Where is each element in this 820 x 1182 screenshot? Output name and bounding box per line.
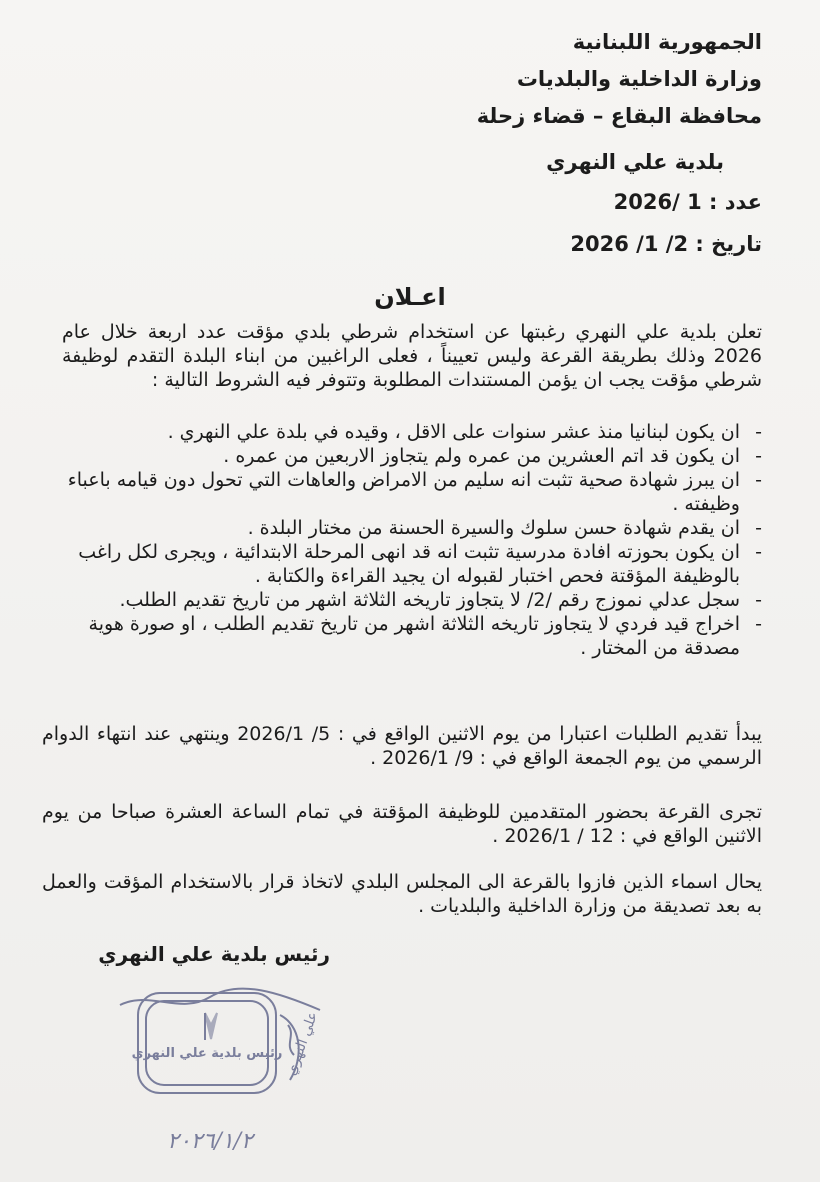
lottery-paragraph: تجرى القرعة بحضور المتقدمين للوظيفة المؤقتة في تمام الساعة العشرة صباحا من يوم الاثنين الواقع في : 12 / 2026/1 . [42,801,762,847]
condition-item: - ان يكون قد اتم العشرين من عمره ولم يتجاوز الاربعين من عمره . [62,444,762,468]
handwritten-date [125,1120,295,1160]
official-stamp [110,985,330,1105]
reference-number: عدد : 1 /2026 [613,190,762,214]
condition-item: - ان يكون لبنانيا منذ عشر سنوات على الاقل ، وقيده في بلدة علي النهري . [62,420,762,444]
announcement-title: اعـلان [374,283,446,311]
referral-paragraph: يحال اسماء الذين فازوا بالقرعة الى المجلس البلدي لاتخاذ قرار بالاستخدام المؤقت والعمل به بعد تصديقة من وزارة الداخلية والبلديات . [42,871,762,917]
document-date: تاريخ : 2/ 1/ 2026 [570,232,762,256]
republic-heading: الجمهورية اللبنانية [572,30,762,54]
conditions-list [62,420,762,660]
condition-item: - سجل عدلي نموزج رقم /2/ لا يتجاوز تاريخه الثلاثة اشهر من تاريخ تقديم الطلب. [62,588,762,612]
submission-paragraph: يبدأ تقديم الطلبات اعتبارا من يوم الاثنين الواقع في : 5/ 2026/1 وينتهي عند انتهاء الدوام الرسمي من يوم الجمعة الواقع في : 9/ 2026/1 . [42,723,762,769]
svg-text:٢٠٢٦/١/٢: ٢٠٢٦/١/٢ [167,1129,253,1154]
condition-item: - ان يقدم شهادة حسن سلوك والسيرة الحسنة من مختار البلدة . [62,516,762,540]
condition-item: - ان يكون بحوزته افادة مدرسية تثبت انه قد انهى المرحلة الابتدائية ، ويجرى لكل راغب بالوظيفة المؤقتة فحص اختبار لقبوله ان يجيد القراءة والكتابة . [62,540,762,588]
intro-paragraph: تعلن بلدية علي النهري رغبتها عن استخدام شرطي بلدي مؤقت عدد اربعة خلال عام 2026 وذلك بطريقة القرعة وليس تعييناً ، فعلى الراغبين من ابناء البلدة التقدم لوظيفة شرطي مؤقت يجب ان يؤمن المستندات المطلوبة وتتوفر فيه الشروط التالية : [62,321,762,391]
municipality-heading: بلدية علي النهري [546,150,724,174]
signatory-title: رئيس بلدية علي النهري [98,942,330,966]
condition-item: - ان يبرز شهادة صحية تثبت انه سليم من الامراض والعاهات التي تحول دون قيامه باعباء وظيفته . [62,468,762,516]
governorate-heading: محافظة البقاع – قضاء زحلة [476,104,762,128]
condition-item: - اخراج قيد فردي لا يتجاوز تاريخه الثلاثة اشهر من تاريخ تقديم الطلب ، او صورة هوية مصدقة من المختار . [62,612,762,660]
ministry-heading: وزارة الداخلية والبلديات [516,67,762,91]
signature-scrawl: علي النهري [283,1009,322,1078]
stamp-text: رئيس بلدية علي النهري [131,1046,283,1061]
